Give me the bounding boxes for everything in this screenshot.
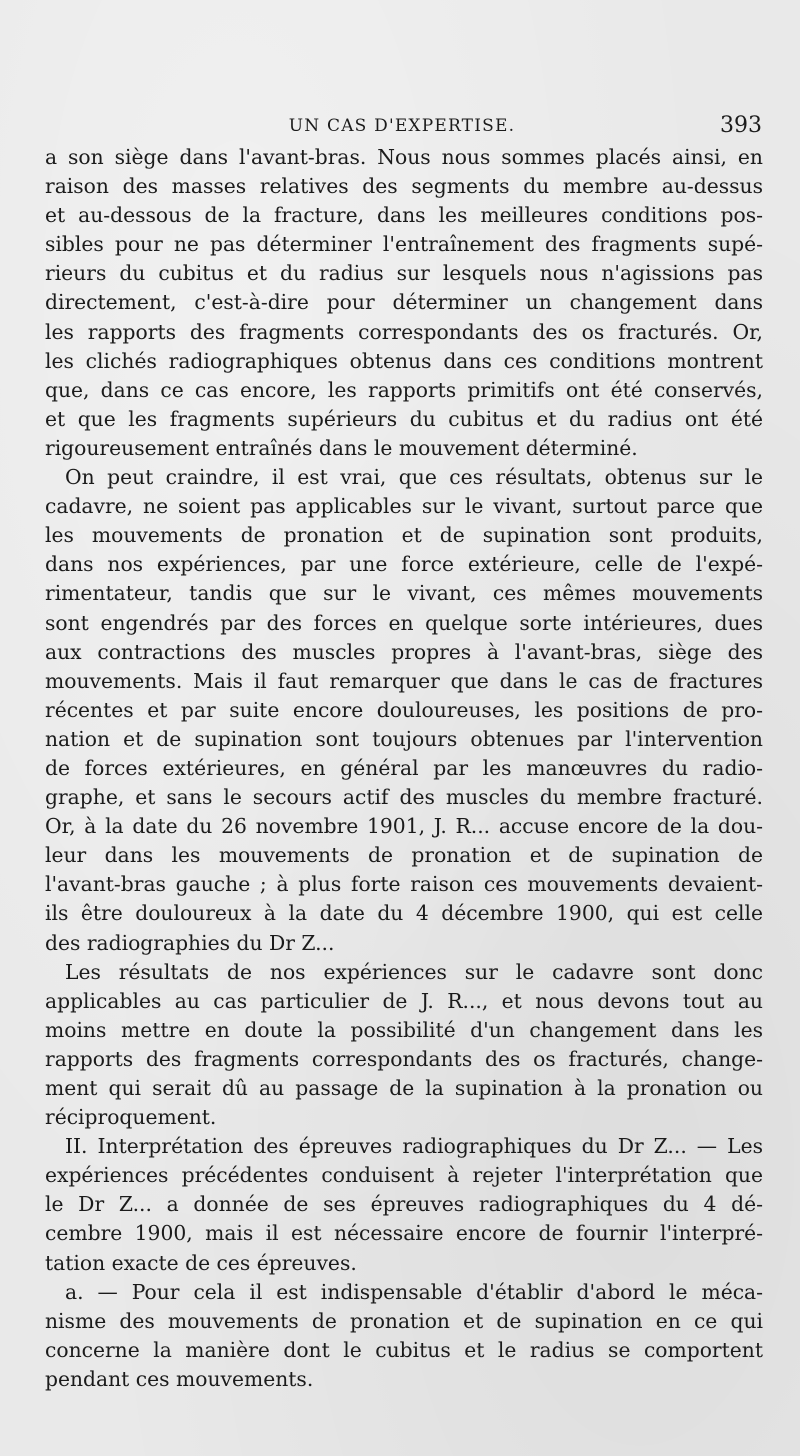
text-line: rimentateur, tandis que sur le vivant, ces mêmes mouvements <box>45 581 763 606</box>
text-line: sont engendrés par des forces en quelque sorte intérieures, dues <box>45 610 763 635</box>
text-line: le Dr Z... a donnée de ses épreuves radiographiques du 4 dé- <box>45 1192 763 1217</box>
text-line: moins mettre en doute la possibilité d'un changement dans les <box>45 1017 763 1042</box>
section-heading-line: II. Interprétation des épreuves radiographiques du Dr Z... — Les <box>65 1134 763 1159</box>
text-line: les clichés radiographiques obtenus dans ces conditions montrent <box>45 348 763 373</box>
text-line: que, dans ce cas encore, les rapports primitifs ont été conservés, <box>45 377 763 402</box>
text-line: leur dans les mouvements de pronation et de supination de <box>45 843 763 868</box>
text-line: et que les fragments supérieurs du cubitus et du radius ont été <box>45 406 763 431</box>
text-line: rieurs du cubitus et du radius sur lesquels nous n'agissions pas <box>45 261 763 286</box>
text-line: applicables au cas particulier de J. R..., et nous devons tout au <box>45 988 763 1013</box>
text-line: cembre 1900, mais il est nécessaire encore de fournir l'interpré- <box>45 1221 763 1246</box>
text-line: récentes et par suite encore douloureuses, les positions de pro- <box>45 697 763 722</box>
text-line: Or, à la date du 26 novembre 1901, J. R... accuse encore de la dou- <box>45 814 763 839</box>
text-line: rigoureusement entraînés dans le mouvement déterminé. <box>45 435 638 460</box>
text-line: concerne la manière dont le cubitus et le radius se comportent <box>45 1337 763 1362</box>
text-line: réciproquement. <box>45 1105 217 1130</box>
page-number: 393 <box>720 113 762 138</box>
paragraph-start-line: On peut craindre, il est vrai, que ces résultats, obtenus sur le <box>65 465 763 490</box>
paragraph-start-line: a. — Pour cela il est indispensable d'établir d'abord le méca- <box>65 1279 763 1304</box>
text-line: dans nos expériences, par une force extérieure, celle de l'expé- <box>45 552 763 577</box>
text-line: nation et de supination sont toujours obtenues par l'intervention <box>45 726 763 751</box>
text-line: l'avant-bras gauche ; à plus forte raison ces mouvements devaient- <box>45 872 763 897</box>
page-header <box>40 112 764 140</box>
text-line: des radiographies du Dr Z... <box>45 930 335 955</box>
text-line: raison des masses relatives des segments du membre au-dessus <box>45 174 763 199</box>
paragraph-start-line: Les résultats de nos expériences sur le cadavre sont donc <box>65 959 763 984</box>
text-line: ils être douloureux à la date du 4 décembre 1900, qui est celle <box>45 901 763 926</box>
text-line: graphe, et sans le secours actif des muscles du membre fracturé. <box>45 785 763 810</box>
text-line: directement, c'est-à-dire pour déterminer un changement dans <box>45 290 763 315</box>
text-line: cadavre, ne soient pas applicables sur le vivant, surtout parce que <box>45 494 763 519</box>
text-line: expériences précédentes conduisent à rejeter l'interprétation que <box>45 1163 763 1188</box>
text-line: pendant ces mouvements. <box>45 1366 314 1391</box>
text-line: rapports des fragments correspondants des os fracturés, change- <box>45 1046 763 1071</box>
text-line: et au-dessous de la fracture, dans les meilleures conditions pos- <box>45 203 763 228</box>
text-line: mouvements. Mais il faut remarquer que dans le cas de fractures <box>45 668 763 693</box>
body-text <box>45 143 763 1394</box>
running-title: UN CAS D'EXPERTISE. <box>288 116 516 136</box>
text-line: les rapports des fragments correspondants des os fracturés. Or, <box>45 319 763 344</box>
text-line: sibles pour ne pas déterminer l'entraînement des fragments supé- <box>45 232 763 257</box>
text-line: a son siège dans l'avant-bras. Nous nous sommes placés ainsi, en <box>45 145 763 169</box>
text-line: tation exacte de ces épreuves. <box>45 1250 357 1275</box>
text-line: nisme des mouvements de pronation et de supination en ce qui <box>45 1308 763 1333</box>
text-line: ment qui serait dû au passage de la supination à la pronation ou <box>45 1076 763 1100</box>
text-line: aux contractions des muscles propres à l'avant-bras, siège des <box>45 639 763 664</box>
text-line: de forces extérieures, en général par les manœuvres du radio- <box>45 755 763 780</box>
text-line: les mouvements de pronation et de supination sont produits, <box>45 523 763 548</box>
